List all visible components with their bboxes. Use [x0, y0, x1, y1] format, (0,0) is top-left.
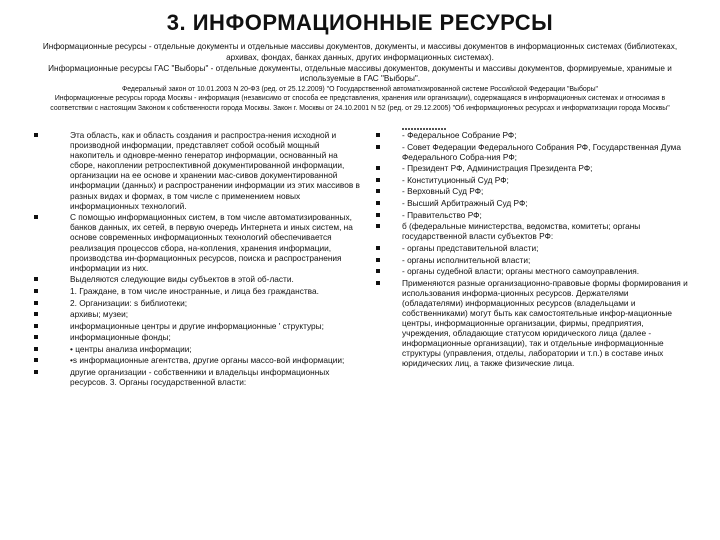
list-item	[34, 286, 364, 296]
list-item-text: - Федеральное Собрание РФ;	[402, 130, 517, 140]
list-item-text: 2. Организации: s библиотеки;	[70, 297, 188, 308]
list-item-text: Выделяются следующие виды субъектов в этой об-ласти.	[70, 274, 294, 285]
bullet-icon	[34, 358, 38, 362]
bullet-icon	[376, 258, 380, 262]
list-item-text: • центры анализа информации;	[70, 343, 192, 354]
list-item-text: С помощью информационных систем, в том числе автоматизированных, банков данных, их сетей, в первую очередь Интернета и иных систем, на основе современных информационных технологий обеспечивается реализация процессов сбора, на-копления, хранения информации, производства ин-формационных ресурсов, поиска и распространения информации из них.	[70, 212, 353, 273]
list-item-text: •s информационные агентства, другие органы массо-вой информации;	[70, 355, 345, 366]
list-item-text: - органы исполнительной власти;	[402, 254, 531, 265]
bullet-icon	[376, 145, 380, 149]
list-item	[34, 274, 364, 284]
list-item-text: - Президент РФ, Администрация Президента РФ;	[402, 163, 593, 174]
list-item-text: другие организации - собственники и владельцы информационных ресурсов. 3. Органы государственной власти:	[70, 367, 330, 388]
list-item	[376, 266, 688, 276]
list-item-text: Применяются разные организационно-правовые формы формирования и использования информа-ционных ресурсов. Держателями (обладателями) информационных ресурсов (владельцами и собственниками) могут быть как самостоятельные инфор-мационные центры, информационные организации, фирмы, предприятия, учреждения, обладающие статусом юридического лица (далее - информационные организации), так и отдельные информационные структуры (управления, отделы, лаборатории и т.п.) в составе иных юридических лиц, а также физические лица.	[402, 277, 688, 369]
bullet-icon	[34, 312, 38, 316]
list-item-text: 1. Граждане, в том числе иностранные, и лица без гражданства.	[70, 285, 319, 296]
list-item	[376, 130, 688, 140]
bullet-icon	[34, 133, 38, 137]
list-item-text: информационные центры и другие информационные ' структуры;	[70, 320, 324, 331]
bullet-icon	[34, 370, 38, 374]
bullet-icon	[34, 301, 38, 305]
list-item	[34, 298, 364, 308]
list-item-text: - Верховный Суд РФ;	[402, 186, 484, 197]
right-bullet-list	[376, 130, 688, 370]
list-item-text: архивы; музеи;	[70, 309, 129, 320]
list-item	[34, 355, 364, 365]
list-item	[34, 130, 364, 211]
bullet-icon	[376, 213, 380, 217]
list-item	[34, 309, 364, 319]
list-item	[376, 210, 688, 220]
bullet-icon	[34, 277, 38, 281]
bullet-icon	[34, 324, 38, 328]
list-item-text: - Высший Арбитражный Суд РФ;	[402, 198, 528, 209]
list-item	[376, 142, 688, 162]
bullet-icon	[376, 246, 380, 250]
bullet-icon	[376, 281, 380, 285]
left-bullet-list	[34, 130, 364, 389]
bullet-icon	[376, 178, 380, 182]
list-item-text: - Конституционный Суд РФ;	[402, 174, 509, 185]
list-item-text: - Правительство РФ;	[402, 209, 482, 220]
bullet-icon	[34, 215, 38, 219]
bullet-icon	[376, 189, 380, 193]
bullet-icon	[376, 269, 380, 273]
list-item	[376, 221, 688, 241]
bullet-icon	[376, 166, 380, 170]
bullet-icon	[34, 347, 38, 351]
list-item-text: информационные фонды;	[70, 332, 171, 343]
list-item	[34, 367, 364, 387]
list-item	[376, 186, 688, 196]
list-item	[34, 321, 364, 331]
list-item-text: - органы судебной власти; органы местного самоуправления.	[402, 266, 640, 277]
list-item	[376, 198, 688, 208]
list-item	[376, 278, 688, 369]
list-item	[376, 175, 688, 185]
bullet-icon	[376, 201, 380, 205]
page-title: 3. ИНФОРМАЦИОННЫЕ РЕСУРСЫ	[166, 10, 554, 35]
bullet-icon	[376, 224, 380, 228]
list-item	[34, 344, 364, 354]
intro-law-reference: Федеральный закон от 10.01.2003 N 20-ФЗ (ред. от 25.12.2009) "О Государственной автоматизированной системе Российской Федерации "Выборы"	[122, 86, 598, 94]
list-item	[376, 243, 688, 253]
list-item	[376, 163, 688, 173]
intro-definition: Информационные ресурсы - отдельные документы и отдельные массивы документов, документы, и массивы документов в информационных системах (библиотеках, архивах, фондах, банках данных, других информационных системах).	[42, 42, 678, 62]
intro-block	[40, 42, 680, 113]
list-item	[34, 332, 364, 342]
list-item-text: - Совет Федерации Федерального Собрания РФ, Государственная Дума Федерального Собра-ния РФ;	[402, 141, 681, 162]
bullet-icon	[34, 335, 38, 339]
list-item-text: - органы представительной власти;	[402, 242, 539, 253]
intro-gas-definition: Информационные ресурсы ГАС "Выборы" - отдельные документы, отдельные массивы документов, документы и массивы документов, формируемые, хранимые и используемые в ГАС "Выборы".	[48, 63, 672, 84]
list-item-text: Эта область, как и область создания и распростра-нения исходной и производной информации, представляет собой особый мощный накопитель и одновре-менно генератор информации, основанный на сборе, накоплении ретроспективной документированной информации, организации на ее основе и хранении мас-сивов документированной информации (данных) и распространении информации из этих массивов в разных видах и формах, в том числе с применением новых информационных технологий.	[70, 130, 360, 211]
list-item-text: б (федеральные министерства, ведомства, комитеты; органы государственной власти субъектов РФ:	[402, 221, 641, 242]
list-item	[376, 255, 688, 265]
list-item	[34, 212, 364, 273]
intro-moscow-definition: Информационные ресурсы города Москвы - информация (независимо от способа ее представления, хранения или организации), содержащаяся в информационных системах и относимая в соответствии с настоящим Законом к собственности города Москвы. Закон г. Москвы от 24.10.2001 N 52 (ред. от 29.12.2005) "Об информационных ресурсах и информатизации города Москвы"	[50, 95, 670, 112]
bullet-icon	[34, 289, 38, 293]
bullet-icon	[376, 133, 380, 137]
